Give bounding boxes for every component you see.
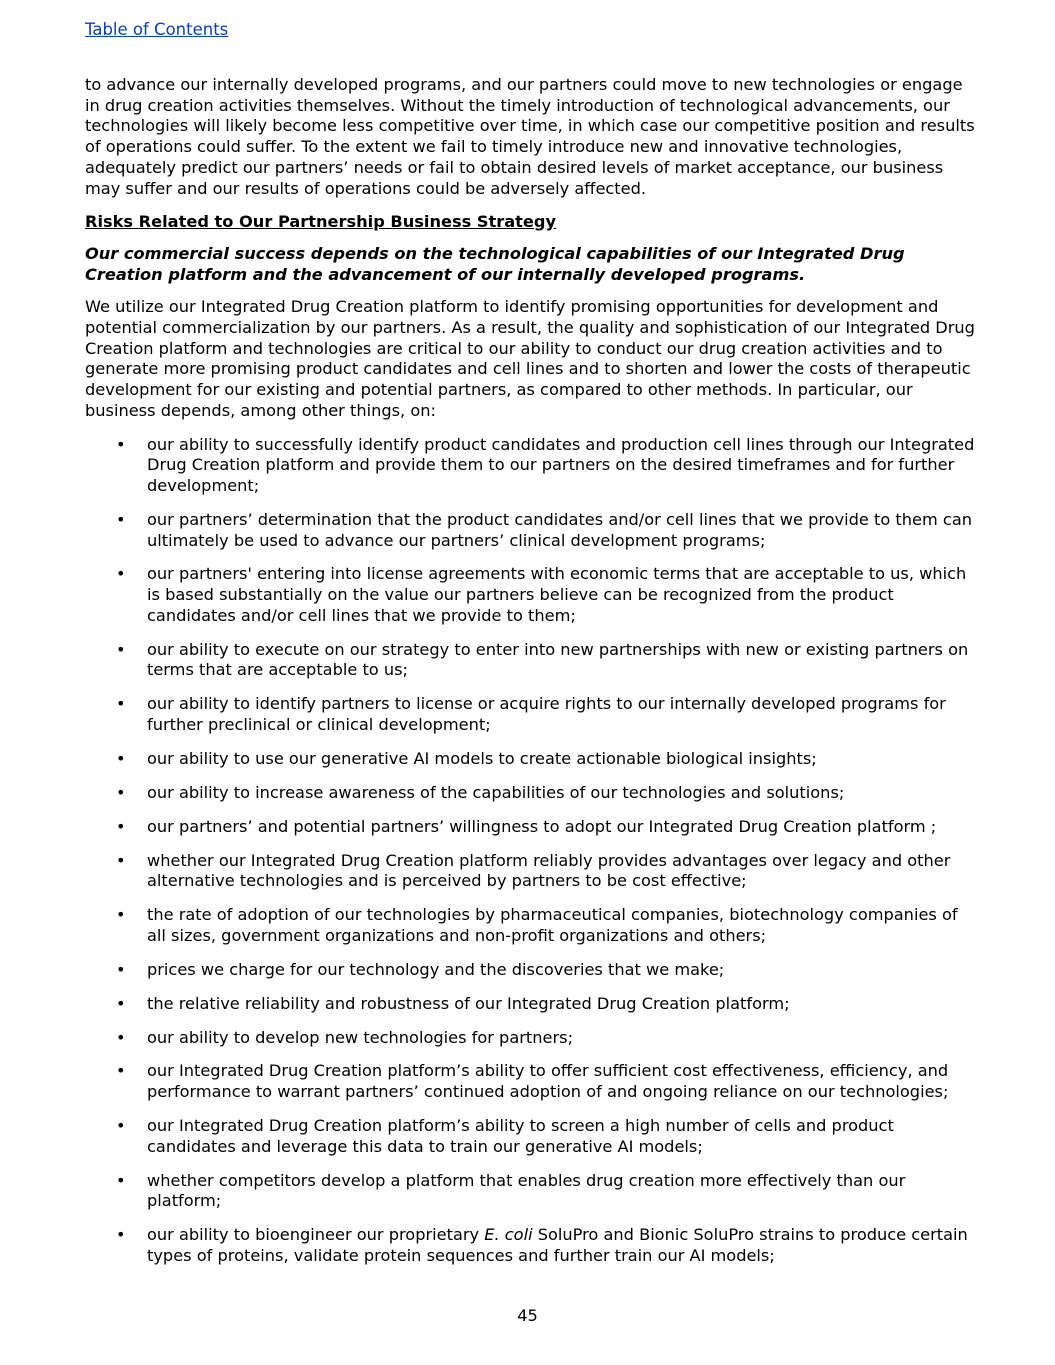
bullet-icon: • bbox=[116, 748, 126, 768]
list-item bbox=[85, 783, 975, 804]
list-item bbox=[85, 994, 975, 1015]
list-item-text bbox=[147, 1225, 968, 1265]
bullet-icon: • bbox=[116, 905, 126, 925]
intro-paragraph: to advance our internally developed programs, and our partners could move to new technologies or engage in drug creation activities themselves. Without the timely introduction of technological advancements, our technologies will likely become less competitive over time, in which case our competitive position and results of operations could suffer. To the extent we fail to timely introduce new and innovative technologies, adequately predict our partners’ needs or fail to obtain desired levels of market acceptance, our business may suffer and our results of operations could be adversely affected. bbox=[85, 75, 975, 198]
section-heading: Risks Related to Our Partnership Business Strategy bbox=[85, 212, 557, 232]
bullet-icon: • bbox=[116, 694, 126, 714]
list-item-text: our Integrated Drug Creation platform’s ability to screen a high number of cells and product candidates and leverage this data to train our generative AI models; bbox=[147, 1116, 894, 1156]
list-item-text: our partners’ and potential partners’ willingness to adopt our Integrated Drug Creation platform ; bbox=[147, 816, 937, 836]
bullet-icon: • bbox=[116, 1170, 126, 1190]
bullet-icon: • bbox=[116, 1116, 126, 1136]
list-item bbox=[85, 510, 975, 551]
list-item bbox=[85, 851, 975, 892]
bullet-icon: • bbox=[116, 1027, 126, 1047]
list-item-text: our ability to develop new technologies for partners; bbox=[147, 1027, 574, 1047]
species-name: E. coli bbox=[484, 1225, 533, 1245]
list-item bbox=[85, 1028, 975, 1049]
list-item-text-after: SoluPro and Bionic SoluPro strains to produce certain types of proteins, validate protein sequences and further train our AI models; bbox=[147, 1225, 968, 1265]
list-item-text: our ability to increase awareness of the capabilities of our technologies and solutions; bbox=[147, 782, 845, 802]
list-item-text: our partners' entering into license agreements with economic terms that are acceptable to us, which is based substantially on the value our partners believe can be recognized from the product candidates and/or cell lines that we provide to them; bbox=[147, 564, 967, 625]
body-paragraph: We utilize our Integrated Drug Creation platform to identify promising opportunities for development and potential commercialization by our partners. As a result, the quality and sophistication of our Integrated Drug Creation platform and technologies are critical to our ability to conduct our drug creation activities and to generate more promising product candidates and cell lines and to shorten and lower the costs of therapeutic development for our existing and potential partners, as compared to other methods. In particular, our business depends, among other things, on: bbox=[85, 297, 975, 420]
list-item-text: our ability to use our generative AI models to create actionable biological insights; bbox=[147, 748, 817, 768]
document-body bbox=[85, 75, 975, 1280]
bullet-icon: • bbox=[116, 639, 126, 659]
list-item bbox=[85, 1061, 975, 1102]
list-item bbox=[85, 435, 975, 497]
list-item-text: prices we charge for our technology and the discoveries that we make; bbox=[147, 959, 725, 979]
list-item bbox=[85, 1171, 975, 1212]
bullet-list bbox=[85, 435, 975, 1267]
list-item bbox=[85, 749, 975, 770]
list-item bbox=[85, 1116, 975, 1157]
bullet-icon: • bbox=[116, 509, 126, 529]
list-item-text: the relative reliability and robustness of our Integrated Drug Creation platform; bbox=[147, 993, 790, 1013]
list-item bbox=[85, 640, 975, 681]
list-item bbox=[85, 960, 975, 981]
bullet-icon: • bbox=[116, 1225, 126, 1245]
bullet-icon: • bbox=[116, 850, 126, 870]
list-item bbox=[85, 564, 975, 626]
list-item-text: our ability to successfully identify product candidates and production cell lines through our Integrated Drug Creation platform and provide them to our partners on the desired timeframes and for further development; bbox=[147, 434, 975, 495]
list-item-text: our Integrated Drug Creation platform’s ability to offer sufficient cost effectiveness, efficiency, and performance to warrant partners’ continued adoption of and ongoing reliance on our technologies; bbox=[147, 1061, 949, 1102]
list-item-text: our ability to execute on our strategy to enter into new partnerships with new or existing partners on terms that are acceptable to us; bbox=[147, 639, 969, 680]
bullet-icon: • bbox=[116, 564, 126, 584]
bullet-icon: • bbox=[116, 434, 126, 454]
page-number: 45 bbox=[517, 1306, 538, 1325]
list-item-text: the rate of adoption of our technologies by pharmaceutical companies, biotechnology companies of all sizes, government organizations and non-profit organizations and others; bbox=[147, 905, 958, 945]
bullet-icon: • bbox=[116, 959, 126, 979]
bullet-icon: • bbox=[116, 816, 126, 836]
list-item-text: whether competitors develop a platform that enables drug creation more effectively than our platform; bbox=[147, 1170, 906, 1211]
bullet-icon: • bbox=[116, 993, 126, 1013]
list-item bbox=[85, 694, 975, 735]
bullet-icon: • bbox=[116, 782, 126, 802]
risk-factor-heading: Our commercial success depends on the technological capabilities of our Integrated Drug Creation platform and the advancement of our internally developed programs. bbox=[85, 243, 905, 284]
list-item-text-before: our ability to bioengineer our proprietary bbox=[147, 1225, 485, 1245]
list-item-text: our partners’ determination that the product candidates and/or cell lines that we provide to them can ultimately be used to advance our partners’ clinical development programs; bbox=[147, 509, 972, 550]
list-item bbox=[85, 817, 975, 838]
bullet-icon: • bbox=[116, 1061, 126, 1081]
list-item bbox=[85, 1225, 975, 1266]
list-item bbox=[85, 905, 975, 946]
table-of-contents-link[interactable]: Table of Contents bbox=[85, 20, 229, 39]
list-item-text: our ability to identify partners to license or acquire rights to our internally developed programs for further preclinical or clinical development; bbox=[147, 694, 946, 735]
list-item-text: whether our Integrated Drug Creation platform reliably provides advantages over legacy and other alternative technologies and is perceived by partners to be cost effective; bbox=[147, 850, 951, 891]
